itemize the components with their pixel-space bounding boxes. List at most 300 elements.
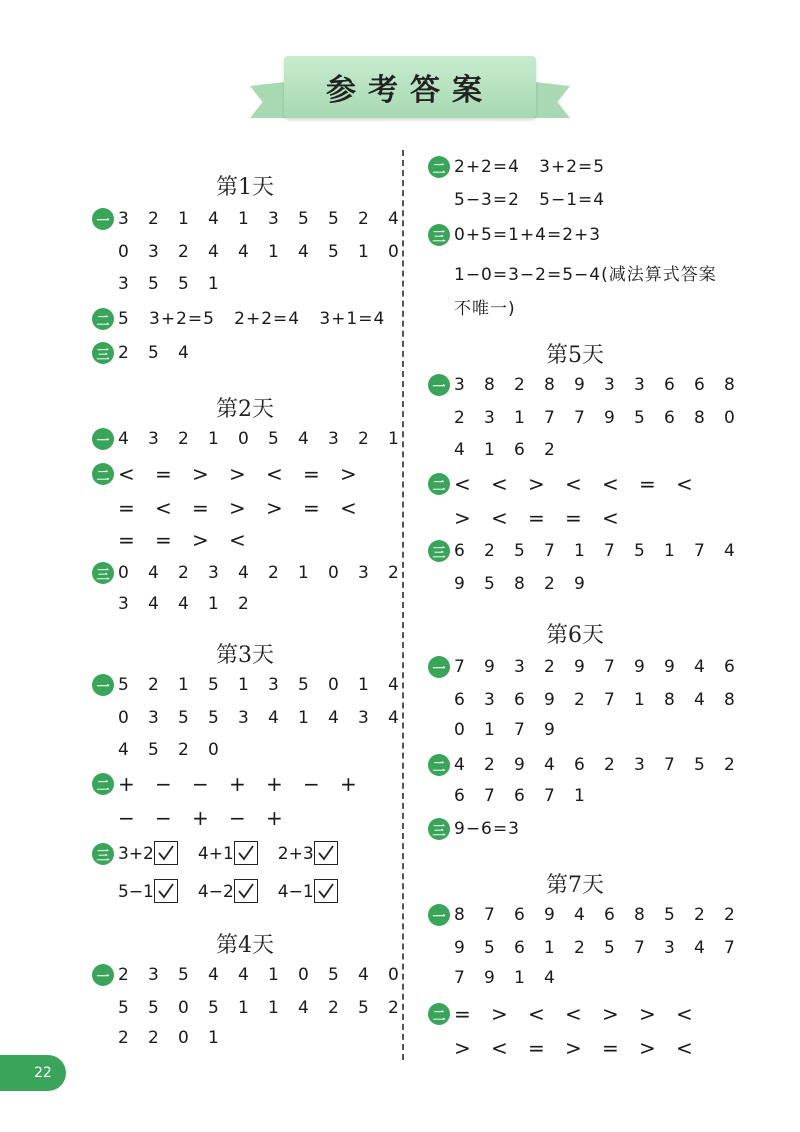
- day4-title: 第4天: [216, 933, 274, 958]
- answer-item: 8: [514, 574, 525, 594]
- answer-item: 4: [724, 541, 735, 561]
- answer-item: 7: [604, 657, 615, 677]
- day1-q1-row2: [118, 242, 418, 262]
- answer-sequence: [454, 541, 754, 561]
- answer-item: 5: [148, 274, 159, 294]
- answer-item: 5: [328, 965, 339, 985]
- q2-badge: 二: [92, 463, 114, 485]
- q2-badge: 二: [428, 1003, 450, 1025]
- day3-q2-row2: [118, 806, 303, 830]
- answer-sequence: [454, 408, 754, 428]
- answer-item: 5: [298, 209, 309, 229]
- answer-item: =: [118, 528, 135, 552]
- answer-item: 8: [694, 408, 705, 428]
- answer-item: 6: [664, 408, 675, 428]
- answer-item: 6: [664, 375, 675, 395]
- answer-item: 7: [454, 657, 465, 677]
- answer-item: 4: [388, 675, 399, 695]
- answer-item: 2: [178, 242, 189, 262]
- answer-sequence: [118, 343, 208, 363]
- answer-item: >: [639, 1036, 656, 1060]
- q1-badge: 一: [92, 964, 114, 986]
- q2-badge: 二: [92, 773, 114, 795]
- answer-item: >: [229, 462, 246, 486]
- answer-item: 2: [544, 440, 555, 460]
- answer-item: 9: [574, 657, 585, 677]
- day6-q1-row2: [454, 690, 754, 710]
- day4-q1-row3: [118, 1028, 238, 1048]
- answer-item: 9: [544, 690, 555, 710]
- answer-item: 2: [358, 429, 369, 449]
- answer-item: 3: [328, 429, 339, 449]
- answer-item: 8: [664, 690, 675, 710]
- answer-sequence: [454, 375, 754, 395]
- answer-item: =: [528, 1036, 545, 1060]
- answer-item: 1: [238, 998, 249, 1018]
- answer-item: 4: [268, 708, 279, 728]
- answer-item: 0: [118, 242, 129, 262]
- answer-item: 6: [454, 541, 465, 561]
- answer-item: >: [602, 1002, 619, 1026]
- answer-item: 9: [574, 375, 585, 395]
- answer-item: 3: [148, 429, 159, 449]
- answer-item: 4: [148, 594, 159, 614]
- answer-item: 7: [454, 968, 465, 988]
- answer-item: 3: [148, 708, 159, 728]
- answer-sequence: [454, 755, 754, 775]
- day3-title: 第3天: [216, 643, 274, 668]
- answer-item: 5: [328, 242, 339, 262]
- day5-q2-row2: [454, 506, 639, 530]
- answer-item: 0: [178, 998, 189, 1018]
- answer-item: 8: [454, 905, 465, 925]
- day5-q3-row1: [428, 540, 754, 562]
- day3-q3-row1: [92, 842, 358, 866]
- answer-text: 9−6=3: [454, 819, 520, 839]
- expression: 3+2: [118, 844, 154, 864]
- answer-item: +: [266, 772, 283, 796]
- answer-item: 3: [454, 375, 465, 395]
- answer-item: 5: [148, 343, 159, 363]
- answer-item: 5: [208, 675, 219, 695]
- day5-q2-row1: [428, 472, 713, 496]
- answer-item: <: [155, 496, 172, 520]
- answer-item: =: [118, 496, 135, 520]
- answer-item: 7: [634, 938, 645, 958]
- answer-item: −: [155, 806, 172, 830]
- answer-item: 8: [634, 905, 645, 925]
- answer-item: 5: [604, 938, 615, 958]
- answer-item: 6: [724, 657, 735, 677]
- answer-item: 4: [454, 440, 465, 460]
- answer-text: 5−3=2 5−1=4: [454, 190, 606, 210]
- answer-item: 1: [574, 786, 585, 806]
- day6-q3: [428, 818, 520, 840]
- answer-item: 5: [484, 574, 495, 594]
- compare-sequence: [454, 506, 639, 530]
- answer-item: 2: [178, 429, 189, 449]
- answer-item: +: [266, 806, 283, 830]
- answer-item: 2: [118, 343, 129, 363]
- answer-item: 3: [664, 938, 675, 958]
- answer-item: <: [676, 1002, 693, 1026]
- answer-item: <: [565, 1002, 582, 1026]
- page-title: 参考答案: [284, 56, 536, 118]
- answer-text: 不唯一): [454, 299, 516, 319]
- day3-q1-row1: [92, 674, 418, 696]
- answer-item: 1: [358, 242, 369, 262]
- answer-sequence: [454, 440, 574, 460]
- answer-item: 4: [208, 965, 219, 985]
- answer-item: 1: [514, 408, 525, 428]
- day1-q1-row3: [118, 274, 238, 294]
- answer-item: 4: [238, 242, 249, 262]
- page-number: 22: [0, 1055, 66, 1091]
- day7-q2-row1: [428, 1002, 713, 1026]
- answer-item: 5: [208, 998, 219, 1018]
- answer-item: 4: [388, 708, 399, 728]
- day2-q2-row3: [118, 528, 266, 552]
- answer-item: =: [602, 1036, 619, 1060]
- answer-sequence: [118, 675, 418, 695]
- answer-item: >: [340, 462, 357, 486]
- answer-item: 2: [388, 563, 399, 583]
- answer-item: 7: [604, 690, 615, 710]
- day7-q1-row1: [428, 904, 754, 926]
- answer-sequence: [118, 209, 418, 229]
- answer-item: 1: [484, 720, 495, 740]
- answer-item: <: [491, 472, 508, 496]
- column-divider: [402, 150, 404, 1060]
- answer-item: >: [192, 462, 209, 486]
- answer-item: 2: [358, 209, 369, 229]
- day5-q3-row2: [454, 574, 604, 594]
- answer-item: 3: [118, 274, 129, 294]
- day5-q1-row3: [454, 440, 574, 460]
- answer-item: 2: [238, 594, 249, 614]
- answer-item: −: [118, 806, 135, 830]
- q1-badge: 一: [428, 374, 450, 396]
- answer-item: 0: [388, 965, 399, 985]
- day3-q1-row3: [118, 740, 238, 760]
- answer-item: 3: [514, 657, 525, 677]
- answer-item: 4: [208, 209, 219, 229]
- answer-item: <: [565, 472, 582, 496]
- answer-item: 1: [298, 563, 309, 583]
- answer-item: 2: [148, 675, 159, 695]
- answer-item: =: [155, 528, 172, 552]
- answer-item: >: [229, 496, 246, 520]
- day1-q2: [92, 308, 385, 330]
- answer-item: =: [528, 506, 545, 530]
- day7-q1-row3: [454, 968, 574, 988]
- answer-item: =: [192, 496, 209, 520]
- answer-item: 2: [454, 408, 465, 428]
- answer-item: 1: [208, 429, 219, 449]
- answer-item: 0: [328, 563, 339, 583]
- answer-sequence: [454, 786, 604, 806]
- day7-q1-row2: [454, 938, 754, 958]
- answer-item: =: [155, 462, 172, 486]
- answer-text: 5 3+2=5 2+2=4 3+1=4: [118, 309, 386, 329]
- answer-item: 1: [208, 594, 219, 614]
- answer-item: 1: [544, 938, 555, 958]
- title-banner: [250, 48, 570, 132]
- answer-item: 4: [694, 938, 705, 958]
- compare-sequence: [454, 1036, 713, 1060]
- checkbox-checked: [314, 841, 338, 865]
- answer-item: 2: [268, 563, 279, 583]
- answer-item: 9: [634, 657, 645, 677]
- day2-q3-row1: [92, 562, 418, 584]
- answer-sequence: [454, 720, 574, 740]
- answer-item: =: [639, 472, 656, 496]
- answer-item: 1: [388, 429, 399, 449]
- q3-badge: 三: [92, 562, 114, 584]
- q1-badge: 一: [92, 208, 114, 230]
- answer-item: 1: [238, 209, 249, 229]
- answer-item: 4: [148, 563, 159, 583]
- answer-item: =: [303, 496, 320, 520]
- answer-item: 3: [484, 690, 495, 710]
- answer-item: <: [118, 462, 135, 486]
- sign-sequence: [118, 772, 377, 796]
- answer-item: 4: [358, 965, 369, 985]
- answer-item: 5: [208, 708, 219, 728]
- answer-sequence: [118, 594, 268, 614]
- day3-q3-row2: [118, 880, 358, 904]
- answer-item: 7: [544, 541, 555, 561]
- answer-item: 2: [514, 375, 525, 395]
- answer-sequence: [118, 965, 418, 985]
- day2-q1: [92, 428, 418, 450]
- answer-item: 2: [148, 1028, 159, 1048]
- answer-item: 2: [724, 905, 735, 925]
- answer-item: 4: [238, 965, 249, 985]
- answer-item: <: [602, 506, 619, 530]
- answer-item: >: [266, 496, 283, 520]
- answer-item: 1: [484, 440, 495, 460]
- answer-item: 4: [208, 242, 219, 262]
- answer-item: 4: [694, 690, 705, 710]
- answer-item: 4: [238, 563, 249, 583]
- answer-item: 3: [268, 209, 279, 229]
- answer-item: 6: [454, 786, 465, 806]
- answer-item: 4: [328, 708, 339, 728]
- answer-item: <: [676, 1036, 693, 1060]
- answer-item: 1: [574, 541, 585, 561]
- day2-q2-row2: [118, 496, 377, 520]
- day5-title: 第5天: [546, 343, 604, 368]
- answer-item: +: [118, 772, 135, 796]
- answer-item: 3: [118, 209, 129, 229]
- day5-q1-row1: [428, 374, 754, 396]
- compare-sequence: [118, 496, 377, 520]
- expression: 2+3: [277, 844, 314, 864]
- answer-item: 8: [724, 375, 735, 395]
- answer-sequence: [118, 708, 418, 728]
- answer-item: 5: [178, 708, 189, 728]
- answer-item: =: [454, 1002, 471, 1026]
- answer-item: 5: [514, 541, 525, 561]
- answer-item: 0: [238, 429, 249, 449]
- answer-item: 9: [454, 938, 465, 958]
- answer-item: 6: [514, 440, 525, 460]
- day4-q3-row1: [428, 224, 601, 246]
- answer-item: 3: [484, 408, 495, 428]
- answer-item: 3: [268, 675, 279, 695]
- day1-q3: [92, 342, 208, 364]
- answer-item: 7: [724, 938, 735, 958]
- checkbox-checked: [154, 879, 178, 903]
- checkbox-checked: [314, 879, 338, 903]
- answer-item: 4: [574, 905, 585, 925]
- answer-item: 6: [604, 905, 615, 925]
- answer-sequence: [454, 657, 754, 677]
- answer-item: 7: [694, 541, 705, 561]
- answer-item: <: [602, 472, 619, 496]
- answer-item: 2: [118, 1028, 129, 1048]
- answer-item: 2: [328, 998, 339, 1018]
- answer-sequence: [118, 429, 418, 449]
- answer-item: 4: [544, 755, 555, 775]
- answer-item: >: [565, 1036, 582, 1060]
- answer-item: >: [454, 1036, 471, 1060]
- day6-q2-row2: [454, 786, 604, 806]
- answer-item: 1: [268, 998, 279, 1018]
- answer-item: 9: [544, 720, 555, 740]
- answer-item: 1: [514, 968, 525, 988]
- day6-q2-row1: [428, 754, 754, 776]
- answer-item: 1: [298, 708, 309, 728]
- day7-title: 第7天: [546, 873, 604, 898]
- day5-q1-row2: [454, 408, 754, 428]
- q2-badge: 二: [428, 754, 450, 776]
- answer-sequence: [118, 242, 418, 262]
- answer-item: 6: [514, 786, 525, 806]
- q3-badge: 三: [428, 540, 450, 562]
- answer-item: −: [229, 806, 246, 830]
- answer-item: 0: [328, 675, 339, 695]
- answer-text: 2+2=4 3+2=5: [454, 157, 606, 177]
- day2-title: 第2天: [216, 397, 274, 422]
- answer-sequence: [118, 1028, 238, 1048]
- day6-q1-row3: [454, 720, 574, 740]
- answer-item: 1: [238, 675, 249, 695]
- answer-item: 6: [514, 905, 525, 925]
- answer-item: 2: [694, 905, 705, 925]
- day3-q2-row1: [92, 772, 377, 796]
- answer-item: <: [229, 528, 246, 552]
- answer-item: 7: [544, 408, 555, 428]
- answer-item: 5: [178, 965, 189, 985]
- day4-q3-row3: [454, 294, 516, 319]
- answer-item: <: [491, 506, 508, 530]
- day3-q1-row2: [118, 708, 418, 728]
- answer-item: 4: [298, 429, 309, 449]
- answer-item: 3: [118, 594, 129, 614]
- answer-item: 7: [664, 755, 675, 775]
- answer-item: 2: [574, 938, 585, 958]
- answer-item: 3: [634, 375, 645, 395]
- answer-item: 0: [178, 1028, 189, 1048]
- answer-item: 8: [484, 375, 495, 395]
- answer-sequence: [454, 938, 754, 958]
- day7-q2-row2: [454, 1036, 713, 1060]
- answer-item: 4: [388, 209, 399, 229]
- answer-item: >: [639, 1002, 656, 1026]
- answer-item: 4: [454, 755, 465, 775]
- answer-item: 7: [514, 720, 525, 740]
- expression: 4+1: [197, 844, 234, 864]
- answer-item: 6: [454, 690, 465, 710]
- expression: 5−1: [118, 882, 154, 902]
- q3-badge: 三: [428, 224, 450, 246]
- answer-item: 3: [358, 563, 369, 583]
- answer-item: 3: [148, 965, 159, 985]
- answer-item: 9: [664, 657, 675, 677]
- day6-q1-row1: [428, 656, 754, 678]
- answer-item: 9: [574, 574, 585, 594]
- answer-item: 3: [604, 375, 615, 395]
- answer-sequence: [118, 274, 238, 294]
- answer-item: 2: [544, 657, 555, 677]
- answer-item: >: [454, 506, 471, 530]
- answer-item: −: [155, 772, 172, 796]
- answer-item: 1: [358, 675, 369, 695]
- answer-item: 5: [358, 998, 369, 1018]
- day2-q2-row1: [92, 462, 377, 486]
- answer-item: >: [528, 472, 545, 496]
- checkbox-checked: [234, 879, 258, 903]
- answer-item: 3: [208, 563, 219, 583]
- answer-item: 4: [298, 242, 309, 262]
- answer-item: 9: [514, 755, 525, 775]
- answer-item: <: [491, 1036, 508, 1060]
- answer-item: 2: [178, 563, 189, 583]
- answer-item: 5: [634, 541, 645, 561]
- answer-item: 7: [484, 905, 495, 925]
- answer-sequence: [118, 563, 418, 583]
- sign-sequence: [118, 806, 303, 830]
- answer-item: 0: [388, 242, 399, 262]
- day4-q2-row1: [428, 156, 605, 178]
- answer-sequence: [454, 905, 754, 925]
- answer-sequence: [454, 968, 574, 988]
- answer-item: 1: [208, 274, 219, 294]
- day1-q1-row1: [92, 208, 418, 230]
- answer-item: +: [229, 772, 246, 796]
- answer-item: +: [192, 806, 209, 830]
- answer-item: 5: [694, 755, 705, 775]
- answer-item: 2: [148, 209, 159, 229]
- answer-item: 2: [544, 574, 555, 594]
- answer-item: 2: [574, 690, 585, 710]
- answer-item: 5: [148, 740, 159, 760]
- compare-sequence: [118, 462, 377, 486]
- answer-item: 5: [148, 998, 159, 1018]
- answer-item: 0: [208, 740, 219, 760]
- answer-item: 5: [328, 209, 339, 229]
- answer-item: 3: [148, 242, 159, 262]
- answer-item: 9: [604, 408, 615, 428]
- compare-sequence: [454, 472, 713, 496]
- answer-item: 4: [178, 594, 189, 614]
- checkbox-checked: [154, 841, 178, 865]
- q3-badge: 三: [428, 818, 450, 840]
- answer-item: 5: [178, 274, 189, 294]
- answer-item: 2: [178, 740, 189, 760]
